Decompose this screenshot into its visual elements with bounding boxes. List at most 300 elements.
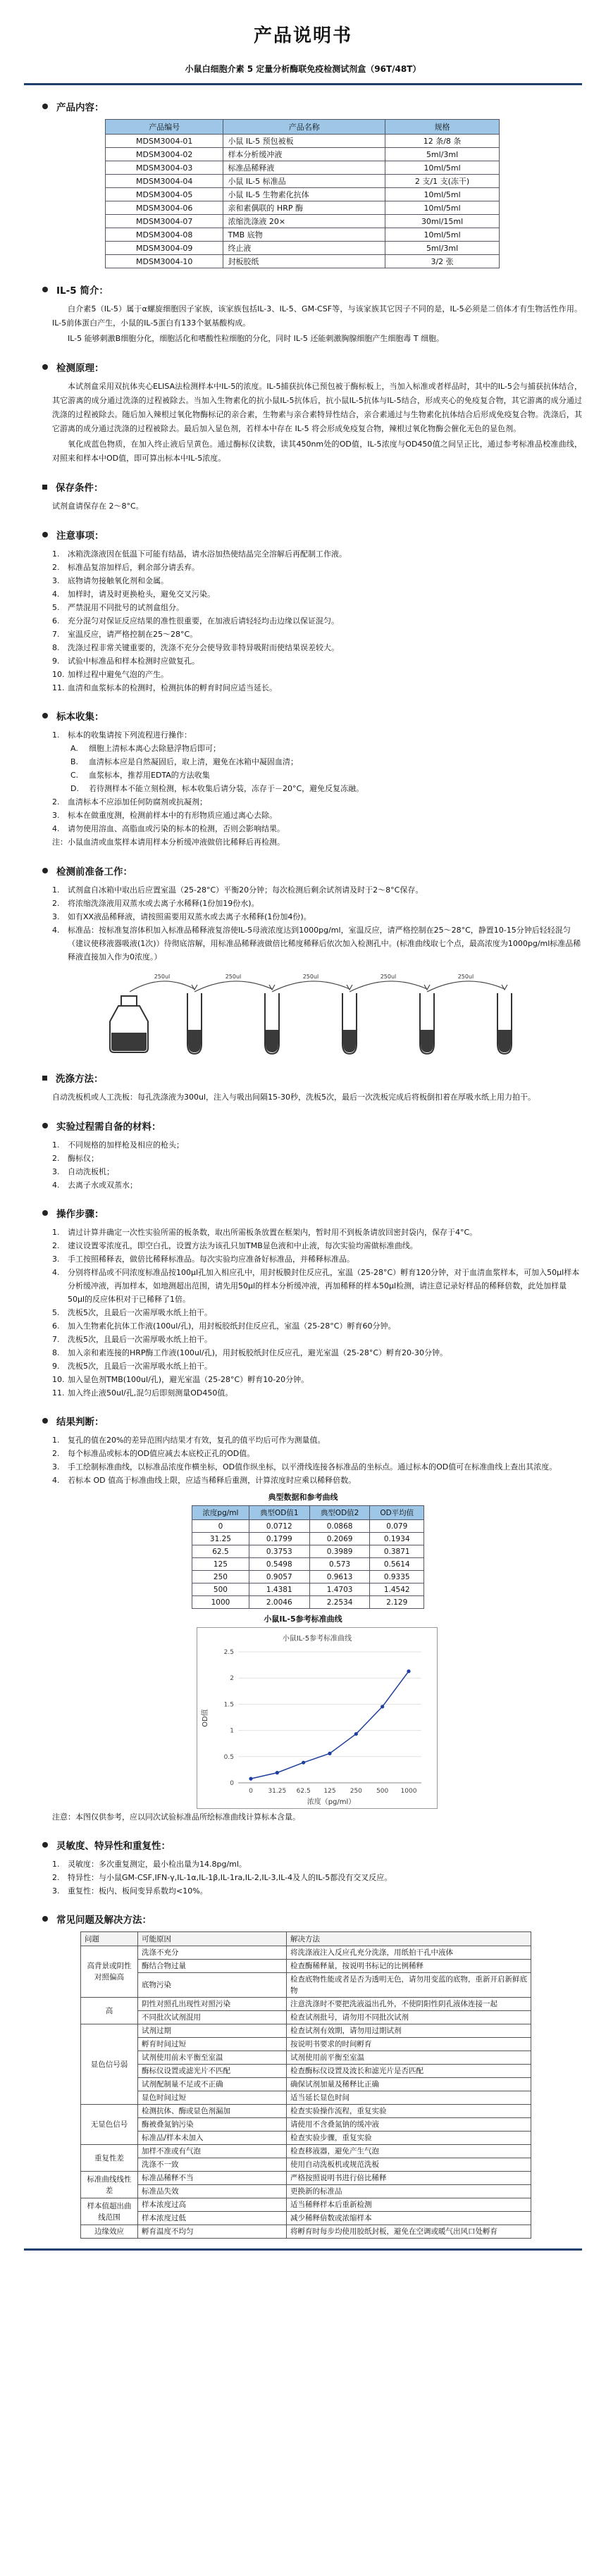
table-cell: MDSM3004-01	[106, 135, 223, 148]
list-item	[70, 782, 582, 795]
cause-cell: 底物污染	[138, 1973, 287, 1998]
cause-cell: 孵育时间过短	[138, 2038, 287, 2051]
list-number: 10.	[52, 670, 65, 679]
bullet-icon	[42, 1916, 48, 1922]
table-row	[192, 1545, 424, 1558]
solution-cell: 请使用不含叠氮钠的缓冲液	[287, 2118, 531, 2132]
tube-icon	[265, 993, 279, 1054]
solution-cell: 确保试剂加量及稀释比正确	[287, 2078, 531, 2091]
contents-table	[105, 119, 500, 268]
cause-cell: 酶标仪设置或滤光片不匹配	[138, 2065, 287, 2078]
cause-cell: 显色时间过短	[138, 2091, 287, 2105]
list-item	[52, 809, 582, 822]
section-prep: 检测前准备工作：	[24, 864, 582, 878]
list-item	[70, 742, 582, 755]
table-cell: 250	[192, 1571, 249, 1583]
list-item	[52, 897, 582, 910]
section-principle: 检测原理：	[24, 360, 582, 374]
data-point	[407, 1669, 410, 1673]
list-text: 洗板5次，且最后一次需厚吸水纸上拍干。	[68, 1308, 212, 1317]
list-number: 4.	[52, 590, 60, 599]
std-table-title: 典型数据和参考曲线	[268, 1493, 338, 1502]
x-tick-label: 62.5	[296, 1788, 311, 1795]
table-cell: 0.1799	[249, 1533, 309, 1545]
table-row	[192, 1571, 424, 1583]
table-cell: 封板胶纸	[223, 255, 385, 268]
arrowhead-icon	[502, 985, 507, 990]
y-tick-label: 2.5	[223, 1649, 234, 1656]
list-number: 2.	[52, 797, 60, 807]
table-cell: 10ml/5ml	[385, 188, 500, 201]
section-faq: 常见问题及解决方法：	[24, 1912, 582, 1926]
list-item	[52, 1226, 582, 1239]
section-wash: 洗涤方法：	[24, 1071, 582, 1085]
solution-cell: 更换新的标准品	[287, 2185, 531, 2198]
table-cell: MDSM3004-03	[106, 161, 223, 175]
table-row	[106, 201, 500, 215]
table-cell: 0.3753	[249, 1545, 309, 1558]
list-number: 2.	[52, 1154, 60, 1163]
sample-list	[24, 795, 582, 835]
table-row	[81, 2038, 531, 2051]
list-number: 4.	[52, 824, 60, 833]
y-tick-label: 0.5	[223, 1753, 234, 1761]
list-text: 试剂盒自冰箱中取出后应置室温（25-28°C）平衡20分钟；每次检测后剩余试剂请及时于2～8°C保存。	[68, 885, 423, 895]
list-number: B.	[70, 757, 79, 766]
tube-icon	[497, 993, 512, 1054]
list-number: C.	[70, 771, 79, 780]
list-item	[52, 1871, 582, 1884]
table-cell: 浓缩洗涤液 20×	[223, 215, 385, 228]
tube-icon	[187, 993, 202, 1054]
list-number: 8.	[52, 643, 60, 652]
arrow-icon	[130, 981, 194, 992]
list-text: 特异性：与小鼠GM-CSF,IFN-γ,IL-1α,IL-1β,IL-1ra,IL-2,IL-3,IL-4及人的IL-5都没有交叉反应。	[68, 1873, 392, 1882]
list-number: 11.	[52, 1388, 65, 1398]
solution-cell: 减少稀释倍数或浓缩样本	[287, 2212, 531, 2225]
list-text: 自动洗板机；	[68, 1167, 114, 1176]
list-item	[52, 1333, 582, 1346]
list-item	[52, 822, 582, 835]
list-item	[52, 1152, 582, 1165]
list-text: 血浆标本，推荐用EDTA的方法收集	[89, 771, 210, 780]
list-text: 每个标准品或标本的OD值应减去本底校正孔的OD值。	[68, 1449, 255, 1458]
table-row	[192, 1533, 424, 1545]
table-cell: MDSM3004-08	[106, 228, 223, 242]
cause-cell: 不同批次试剂混用	[138, 2011, 287, 2024]
square-bullet-icon	[42, 1076, 47, 1081]
table-cell: 2.129	[370, 1596, 424, 1609]
table-cell: 1000	[192, 1596, 249, 1609]
x-tick-label: 500	[376, 1788, 389, 1795]
list-text: 如有XX液品稀释液，请按照需要用双蒸水或去离子水稀释(1份加4份)。	[68, 912, 311, 921]
list-number: 10.	[52, 1375, 65, 1384]
list-number: 4.	[52, 1181, 60, 1190]
list-number: 7.	[52, 1335, 60, 1344]
cause-cell: 洗涤不充分	[138, 1946, 287, 1960]
table-row	[106, 215, 500, 228]
list-item	[52, 1239, 582, 1252]
cause-cell: 样本浓度过高	[138, 2198, 287, 2212]
problem-cell: 高背景或阴性对照偏高	[81, 1946, 138, 1998]
chart-note: 注意：本图仅供参考，应以同次试验标准品所绘标准曲线计算标本含量。	[52, 1812, 300, 1822]
solution-cell: 适当稀释样本后重新检测	[287, 2198, 531, 2212]
solution-cell: 检查实验操作流程，重复实验	[287, 2105, 531, 2118]
dilution-volume-label: 250ul	[225, 973, 242, 980]
list-item	[52, 1373, 582, 1386]
table-cell: MDSM3004-05	[106, 188, 223, 201]
table-header: 产品编号	[106, 120, 223, 135]
list-text: 加样过程中避免气泡的产生。	[68, 670, 168, 679]
list-item	[52, 561, 582, 574]
table-cell: 3/2 张	[385, 255, 500, 268]
list-number: 4.	[52, 926, 60, 935]
notes-list	[24, 547, 582, 695]
problem-cell: 高	[81, 1998, 138, 2024]
problem-cell: 边缘效应	[81, 2225, 138, 2239]
table-row	[81, 1998, 531, 2011]
data-point	[328, 1752, 331, 1755]
solution-cell: 适当延长显色时间	[287, 2091, 531, 2105]
table-cell: 0	[192, 1520, 249, 1533]
table-cell: 0.0868	[309, 1520, 370, 1533]
standard-data-table	[192, 1505, 424, 1609]
storage-text: 试剂盒请保存在 2～8°C。	[52, 502, 144, 511]
list-text: 洗板5次，且最后一次需厚吸水纸上拍干。	[68, 1335, 212, 1344]
table-cell: 1.4703	[309, 1583, 370, 1596]
list-item	[52, 1266, 582, 1306]
list-number: D.	[70, 784, 79, 793]
y-tick-label: 1.5	[223, 1701, 234, 1709]
list-item	[52, 1386, 582, 1400]
bullet-icon	[42, 287, 48, 292]
table-row	[81, 2212, 531, 2225]
table-cell: MDSM3004-07	[106, 215, 223, 228]
x-tick-label: 125	[323, 1788, 336, 1795]
list-text: 若标本 OD 值高于标准曲线上限，应适当稀释后重测，计算浓度时应乘以稀释倍数。	[68, 1476, 357, 1485]
list-item	[52, 1319, 582, 1333]
table-cell: 31.25	[192, 1533, 249, 1545]
arrowhead-icon	[269, 985, 275, 990]
table-cell: 0.3871	[370, 1545, 424, 1558]
dilution-volume-label: 250ul	[154, 973, 171, 980]
table-cell: 小鼠 IL-5 生物素化抗体	[223, 188, 385, 201]
list-text: 请勿使用溶血、高脂血或污染的标本的检测，否则会影响结果。	[68, 824, 285, 833]
list-text: 手工绘制标准曲线，以标准品浓度作横坐标，OD值作纵坐标，以平滑线连接各标准品的坐标点。通过标本的OD值可在标准曲线上查出其浓度。	[68, 1462, 557, 1471]
solution-cell: 检查底物性能或者是否为透明无色，请勿用变蓝的底物，重新开启新鲜底物	[287, 1973, 531, 1998]
bullet-icon	[42, 364, 48, 370]
list-text: 加入生物素化抗体工作液(100ul/孔)，用封板胶纸封住反应孔，室温（25-28°C）孵育60分钟。	[68, 1321, 396, 1331]
bullet-icon	[42, 1210, 48, 1216]
list-item	[52, 923, 582, 964]
table-row	[81, 2011, 531, 2024]
section-storage: 保存条件：	[24, 480, 582, 494]
solution-cell: 注意洗涤时不要把洗液溢出孔外，不使阴阳性阴孔液体连接一起	[287, 1998, 531, 2011]
document-subtitle: 小鼠白细胞介素 5 定量分析酶联免疫检测试剂盒（96T/48T）	[185, 64, 421, 74]
list-item	[52, 654, 582, 668]
cause-cell: 试剂使用前未平衡至室温	[138, 2051, 287, 2065]
list-text: 加入亲和素连接的HRP酶工作液(100ul/孔)，用封板胶纸封住反应孔，避光室温（25-28°C）孵育20-30分钟。	[68, 1348, 447, 1357]
table-header: 典型OD值1	[249, 1506, 309, 1520]
table-cell: 0.1934	[370, 1533, 424, 1545]
table-cell: 1.4542	[370, 1583, 424, 1596]
table-cell: 小鼠 IL-5 标准品	[223, 175, 385, 188]
cause-cell: 检测抗体、酶或显色剂漏加	[138, 2105, 287, 2118]
dilution-volume-label: 250ul	[457, 973, 474, 980]
list-text: 加入显色剂TMB(100ul/孔)，避光室温（25-28°C）孵育10-20分钟。	[68, 1375, 309, 1384]
list-item	[52, 1474, 582, 1487]
chart-svg	[197, 1628, 437, 1808]
list-number: 3.	[52, 1886, 60, 1896]
table-row	[81, 1946, 531, 1960]
tube-icon	[342, 993, 357, 1054]
list-text: 细胞上清标本离心去除悬浮物后即可；	[89, 744, 221, 753]
list-number: 3.	[52, 576, 60, 585]
list-item	[52, 1306, 582, 1319]
list-number: 3.	[52, 912, 60, 921]
list-item	[52, 1252, 582, 1266]
data-point	[354, 1732, 358, 1736]
table-header: 问题	[81, 1932, 138, 1946]
list-number: 1.	[52, 549, 60, 559]
table-row	[81, 2158, 531, 2172]
solution-cell: 严格按照说明书进行倍比稀释	[287, 2172, 531, 2185]
list-number: 5.	[52, 603, 60, 612]
list-text: 室温反应，请严格控制在25～28°C。	[68, 630, 198, 639]
list-text: 标本在做重度测，检测前样本中的有形物质应通过离心去除。	[68, 811, 277, 820]
stock-bottle-icon	[110, 996, 148, 1052]
list-number: 5.	[52, 1308, 60, 1317]
table-cell: 0.2069	[309, 1533, 370, 1545]
table-header: 解决方法	[287, 1932, 531, 1946]
cause-cell: 标准品稀释不当	[138, 2172, 287, 2185]
data-point	[381, 1705, 384, 1708]
list-item	[52, 668, 582, 681]
tube-icon	[420, 993, 434, 1054]
sample-sub-list	[24, 742, 582, 795]
table-cell: 10ml/5ml	[385, 201, 500, 215]
results-list	[24, 1433, 582, 1487]
list-text: 洗板5次，且最后一次需厚吸水纸上拍干。	[68, 1362, 212, 1371]
list-number: A.	[70, 744, 78, 753]
list-text: 去离子水或双蒸水；	[68, 1181, 137, 1190]
table-row	[81, 2024, 531, 2038]
performance-list	[24, 1858, 582, 1898]
table-row	[81, 1973, 531, 1998]
list-item	[52, 1884, 582, 1898]
table-cell: 样本分析缓冲液	[223, 148, 385, 161]
document	[24, 0, 582, 2251]
table-row	[81, 2172, 531, 2185]
dilution-diagram	[24, 971, 582, 1057]
y-tick-label: 1	[230, 1727, 234, 1735]
table-cell: 小鼠 IL-5 预包被板	[223, 135, 385, 148]
principle-paragraph: 本试剂盒采用双抗体夹心ELISA法检测样本中IL-5的浓度。IL-5捕获抗体已预包被于酶标板上，当加入标准或者样品时，其中的IL-5会与捕获抗体结合，其它游离的成分通过洗涤的过程被除去。当加入生物素化的抗小鼠IL-5抗体后，抗小鼠IL-5抗体与IL-5结合，形成夹心的免疫复合物，其它游离的成分通过洗涤的过程被除去。随后加入辣根过氧化物酶标记的亲合素，生物素与亲合素特异性结合，亲合素通过与生物素化抗体结合后形成免疫复合物。洗涤后，其它游离的成分通过洗涤的过程被除去。最后加入显色剂，若样本中存在 IL-5 将会形成免疫复合物，辣根过氧化物酶会催化无色的显色剂。	[52, 382, 582, 433]
table-header-row	[192, 1506, 424, 1520]
list-number: 3.	[52, 811, 60, 820]
table-row	[106, 135, 500, 148]
table-header: OD平均值	[370, 1506, 424, 1520]
section-contents: 产品内容：	[24, 99, 582, 113]
table-cell: 标准品稀释液	[223, 161, 385, 175]
table-cell: 0.573	[309, 1558, 370, 1571]
list-number: 7.	[52, 630, 60, 639]
table-row	[106, 228, 500, 242]
list-text: 洗涤过程非常关键重要的，洗涤不充分会使导致非特异吸附而使结果误差较大。	[68, 643, 339, 652]
table-header: 典型OD值2	[309, 1506, 370, 1520]
list-number: 2.	[52, 1241, 60, 1250]
x-tick-label: 250	[350, 1788, 362, 1795]
table-row	[81, 2051, 531, 2065]
list-number: 3.	[52, 1167, 60, 1176]
table-cell: 10ml/5ml	[385, 161, 500, 175]
table-cell: 0.9335	[370, 1571, 424, 1583]
table-cell: 2.2534	[309, 1596, 370, 1609]
table-cell: 0.9613	[309, 1571, 370, 1583]
list-text: 加样时，请及时更换枪头，避免交叉污染。	[68, 590, 215, 599]
solution-cell: 使用自动洗板机或规范洗板	[287, 2158, 531, 2172]
problem-cell: 显色信号弱	[81, 2024, 138, 2105]
chart-title: 小鼠IL-5参考标准曲线	[282, 1635, 352, 1643]
list-item	[52, 795, 582, 809]
list-item	[52, 547, 582, 561]
y-tick-label: 2	[230, 1675, 234, 1683]
dilution-volume-label: 250ul	[380, 973, 397, 980]
section-steps: 操作步骤：	[24, 1206, 582, 1220]
solution-cell: 将孵育时每步均使用胶纸封板，避免在空调或暖气出风口处孵育	[287, 2225, 531, 2239]
solution-cell: 检查酶稀释量，按说明书标记的比例稀释	[287, 1960, 531, 1973]
list-item	[52, 1165, 582, 1178]
solution-cell: 检查实验步骤，重复实验	[287, 2132, 531, 2145]
table-cell: 62.5	[192, 1545, 249, 1558]
arrowhead-icon	[192, 985, 197, 990]
table-cell: 5ml/3ml	[385, 242, 500, 255]
list-item	[52, 1178, 582, 1192]
dilution-illustration	[24, 971, 582, 1057]
list-text: 若待测样本不能立刻检测，标本收集后请分装，冻存于－20°C，避免反复冻融。	[89, 784, 364, 793]
list-item	[52, 614, 582, 628]
sample-note: 注：小鼠血清或血浆样本请用样本分析缓冲液做倍比稀释后再检测。	[52, 838, 285, 847]
table-row	[81, 1960, 531, 1973]
square-bullet-icon	[42, 485, 47, 490]
table-row	[81, 2198, 531, 2212]
solution-cell: 试剂使用前平衡至室温	[287, 2051, 531, 2065]
cause-cell: 试剂配制量不足或不正确	[138, 2078, 287, 2091]
table-row	[106, 148, 500, 161]
table-header-row	[81, 1932, 531, 1946]
document-title: 产品说明书	[253, 25, 352, 46]
data-point	[302, 1761, 305, 1765]
table-cell: MDSM3004-10	[106, 255, 223, 268]
list-number: 8.	[52, 1348, 60, 1357]
arrow-icon	[350, 981, 427, 992]
arrow-icon	[194, 981, 272, 992]
x-tick-label: 1000	[400, 1788, 417, 1795]
table-cell: 0.9057	[249, 1571, 309, 1583]
dilution-volume-label: 250ul	[302, 973, 319, 980]
list-text: 充分混匀对保证反应结果的准性很重要，在加液后请轻轻均击边缘以保证混匀。	[68, 616, 339, 626]
table-header: 产品名称	[223, 120, 385, 135]
list-item	[52, 910, 582, 923]
list-text: 酶标仪；	[68, 1154, 99, 1163]
bullet-icon	[42, 1842, 48, 1848]
list-number: 4.	[52, 1268, 60, 1277]
table-cell: 0.3989	[309, 1545, 370, 1558]
table-row	[106, 175, 500, 188]
table-row	[81, 2132, 531, 2145]
x-tick-label: 31.25	[268, 1788, 287, 1795]
steps-list	[24, 1226, 582, 1400]
cause-cell: 酶被叠氮钠污染	[138, 2118, 287, 2132]
list-text: 分别将样品或不同浓度标准品按100μl孔加入相应孔中，用封板膜封住反应孔，室温（25-28°C）孵育120分钟，对于血清血浆样本，可加入50μl样本分析缓冲液，再加样本，如地测超出范围，请先用50μl的样本分析缓冲液，再加稀释的样本50μl检测，请注意记录好样品的稀释倍数，此处加样量50μl的反应体积对于已稀释了1倍。	[68, 1268, 580, 1304]
list-text: 底物请勿接触氧化剂和金属。	[68, 576, 168, 585]
solution-cell: 按说明书要求的时间孵育	[287, 2038, 531, 2051]
solution-cell: 检查试剂有效期，请勿用过期试剂	[287, 2024, 531, 2038]
list-text: 不同规格的加样枪及相应的枪头；	[68, 1140, 184, 1150]
problem-cell: 样本值超出曲线范围	[81, 2198, 138, 2225]
list-number: 3.	[52, 1255, 60, 1264]
table-cell: 5ml/3ml	[385, 148, 500, 161]
table-row	[81, 2225, 531, 2239]
list-item	[70, 769, 582, 782]
table-row	[81, 2118, 531, 2132]
cause-cell: 阴性对照孔出现性对照污染	[138, 1998, 287, 2011]
arrowhead-icon	[347, 985, 352, 990]
table-row	[81, 2105, 531, 2118]
table-row	[192, 1520, 424, 1533]
list-item	[52, 628, 582, 641]
intro-paragraph: 白介素5（IL-5）属于α螺旋细胞因子家族，该家族包括IL-3、IL-5、GM-CSF等，与该家族其它因子不同的是，IL-5必须是二倍体才有生物活性作用。IL-5前体蛋白产生，小鼠的IL-5蛋白有133个氨基酸构成。	[52, 304, 582, 328]
table-cell: 0.5498	[249, 1558, 309, 1571]
table-row	[192, 1583, 424, 1596]
section-sample: 标本收集：	[24, 709, 582, 723]
table-row	[106, 255, 500, 268]
list-item	[52, 1359, 582, 1373]
list-number: 4.	[52, 1476, 60, 1485]
list-text: 复孔的值在20%的差异范围内结果才有效，复孔的值平均后可作为测量值。	[68, 1436, 326, 1445]
solution-cell: 将洗涤液注入反应孔充分洗涤，用纸拍干孔中液体	[287, 1946, 531, 1960]
chart-caption: 小鼠IL-5参考标准曲线	[264, 1614, 342, 1624]
solution-cell: 检查试剂批号，请勿用不同批次试剂	[287, 2011, 531, 2024]
table-cell: 1.4381	[249, 1583, 309, 1596]
list-text: 灵敏度：多次重复测定，最小检出量为14.8pg/ml。	[68, 1860, 247, 1869]
list-number: 1.	[52, 1436, 60, 1445]
bullet-icon	[42, 1418, 48, 1424]
list-text: 标准品：按标准复溶体积加入标准品稀释液复溶使IL-5母液浓度达到1000pg/ml，室温反应，请严格控制在25～28°C，静置10-15分钟后轻轻混匀（建议使移液器吸液(1次)）待彻底溶解，用标准品稀释液做倍比稀度稀释后依次加入检测孔中。(标准曲线取七个点，最高浓度为1000pg/ml标准品稀释液直接加入作为0浓度。）	[68, 926, 581, 962]
section-intro: IL-5 简介：	[24, 282, 582, 297]
bullet-icon	[42, 1123, 48, 1128]
intro-paragraph: IL-5 能够刺激B细胞分化，细胞活化和嗜酸性粒细胞的分化，同时 IL-5 还能刺激胸腺细胞产生细胞毒 T 细胞。	[68, 334, 445, 343]
list-text: 手工按照稀释表，做倍比稀释标准品。每次实验均应准备好标准品，并稀释标准品。	[68, 1255, 354, 1264]
standard-curve-chart	[197, 1627, 438, 1809]
table-cell: 0.079	[370, 1520, 424, 1533]
list-text: 试验中标准品和样本检测时应做复孔。	[68, 657, 199, 666]
list-text: 严禁混用不同批号的试剂盒组分。	[68, 603, 184, 612]
table-header-row	[106, 120, 500, 135]
list-item	[52, 641, 582, 654]
list-number: 11.	[52, 683, 65, 692]
cause-cell: 孵育温度不均匀	[138, 2225, 287, 2239]
chart-xlabel: 浓度（pg/ml）	[307, 1798, 356, 1806]
problem-cell: 重复性差	[81, 2145, 138, 2172]
table-header: 浓度pg/ml	[192, 1506, 249, 1520]
footer-rule	[24, 2248, 582, 2251]
cause-cell: 加样不准或有气泡	[138, 2145, 287, 2158]
wash-text: 自动洗板机或人工洗板：每孔洗涤液为300ul，注入与吸出间隔15-30秒，洗板5次，最后一次洗板完成后将板倒扣着在厚吸水纸上用力拍干。	[52, 1093, 536, 1102]
table-cell: 亲和素偶联的 HRP 酶	[223, 201, 385, 215]
table-row	[81, 2091, 531, 2105]
table-cell: 终止液	[223, 242, 385, 255]
